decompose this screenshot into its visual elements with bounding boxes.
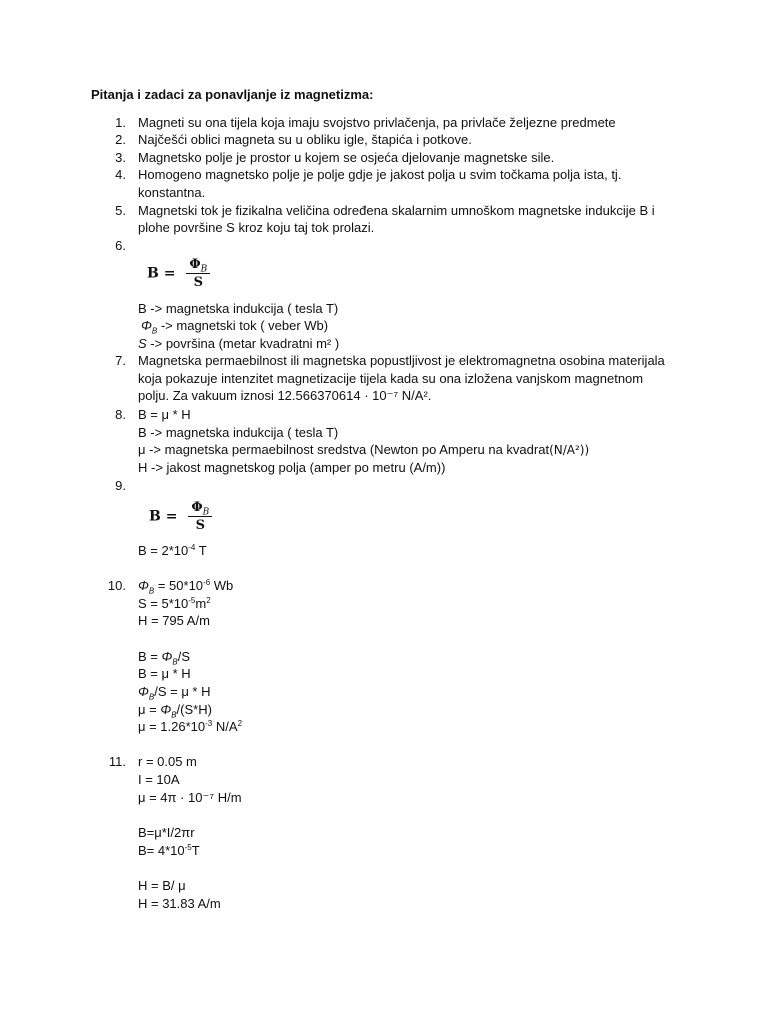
item-6-formula <box>147 257 210 290</box>
item-4-text-cont: konstantna. <box>138 185 206 200</box>
formula-denominator: S <box>195 518 205 533</box>
item-number-11: 11. <box>108 754 126 769</box>
item-10-s: $S = 5*10^{-5}m^2$ <box>138 596 211 611</box>
formula-fraction <box>188 500 212 533</box>
item-number-9: 9. <box>115 478 126 493</box>
item-number-7: 7. <box>115 353 126 368</box>
item-6-def-s: S -> površina (metar kvadratni m² ) <box>138 336 340 351</box>
item-6-def-phi: $\Phi_B$ -> magnetski tok ( veber Wb) <box>141 318 329 336</box>
item-10-calc-4: $\mu = \Phi_B/(S*H)$ <box>138 702 212 720</box>
item-10-calc-1: $B = \Phi_B/S$ <box>138 649 191 667</box>
formula-lhs: B = <box>149 508 178 525</box>
item-number-4: 4. <box>115 167 126 182</box>
formula-denominator: S <box>193 275 203 290</box>
item-3-text: Magnetsko polje je prostor u kojem se osjeća djelovanje magnetske sile. <box>138 150 555 165</box>
item-10-phi: $\Phi_B = 50*10^{-6}$ Wb <box>138 578 234 596</box>
item-2-text: Najčešći oblici magneta su u obliku igle, štapića i potkove. <box>138 132 472 147</box>
item-4-text: Homogeno magnetsko polje je polje gdje je jakost polja u svim točkama polja ista, tj. <box>138 167 622 182</box>
item-10-calc-3: $\Phi_B/S = \mu * H$ <box>138 684 211 702</box>
item-8-def-b: B -> magnetska indukcija ( tesla T) <box>138 425 339 440</box>
item-10-h: H = 795 A/m <box>138 613 210 628</box>
item-number-6: 6. <box>115 238 126 253</box>
item-7-text-cont2: polju. Za vakuum iznosi 12.566370614 · 10⁻⁷ N/A². <box>138 388 432 403</box>
item-8-def-mu: μ -> magnetska permaebilnost sredstva (Newton po Amperu na kvadrat(N/A²)) <box>138 442 590 457</box>
item-11-b-formula: B=μ*I/2πr <box>138 825 195 840</box>
item-11-mu: μ = 4π · 10⁻⁷ H/m <box>138 790 242 805</box>
item-8-formula: B = μ * H <box>138 407 191 422</box>
item-10-calc-5: $\mu = 1.26*10^{-3}$ $N/A^2$ <box>138 719 243 734</box>
formula-lhs: B = <box>147 265 176 282</box>
formula-numerator: $\Phi_B$ <box>188 500 212 517</box>
item-number-2: 2. <box>115 132 126 147</box>
item-5-text-cont: plohe površine S kroz koju taj tok prolazi. <box>138 220 375 235</box>
item-11-i: I = 10A <box>138 772 180 787</box>
item-11-b-result: $B= 4*10^{-5}T$ <box>138 843 200 858</box>
formula-numerator: $\Phi_B$ <box>186 257 210 274</box>
item-11-h-formula: H = B/ μ <box>138 878 186 893</box>
item-9-formula <box>149 500 212 533</box>
item-7-text: Magnetska permaebilnost ili magnetska popustljivost je elektromagnetna osobina materijala <box>138 353 665 368</box>
item-11-r: r = 0.05 m <box>138 754 197 769</box>
item-5-text: Magnetski tok je fizikalna veličina određena skalarnim umnoškom magnetske indukcije B i <box>138 203 655 218</box>
item-6-def-b: B -> magnetska indukcija ( tesla T) <box>138 301 339 316</box>
item-1-text: Magneti su ona tijela koja imaju svojstvo privlačenja, pa privlače željezne predmete <box>138 115 616 130</box>
formula-fraction <box>186 257 210 290</box>
page-title: Pitanja i zadaci za ponavljanje iz magnetizma: <box>91 87 374 102</box>
item-number-3: 3. <box>115 150 126 165</box>
item-11-h-result: H = 31.83 A/m <box>138 896 221 911</box>
item-number-10: 10. <box>107 578 126 593</box>
item-number-1: 1. <box>115 115 126 130</box>
item-number-8: 8. <box>115 407 126 422</box>
item-8-def-h: H -> jakost magnetskog polja (amper po metru (A/m)) <box>138 460 446 475</box>
item-9-result: $B = 2*10^{-4}$ T <box>138 543 207 558</box>
item-number-5: 5. <box>115 203 126 218</box>
item-10-calc-2: B = μ * H <box>138 666 191 681</box>
item-7-text-cont1: koja pokazuje intenzitet magnetizacije tijela kada su ona izložena vanjskom magnetnom <box>138 371 644 386</box>
